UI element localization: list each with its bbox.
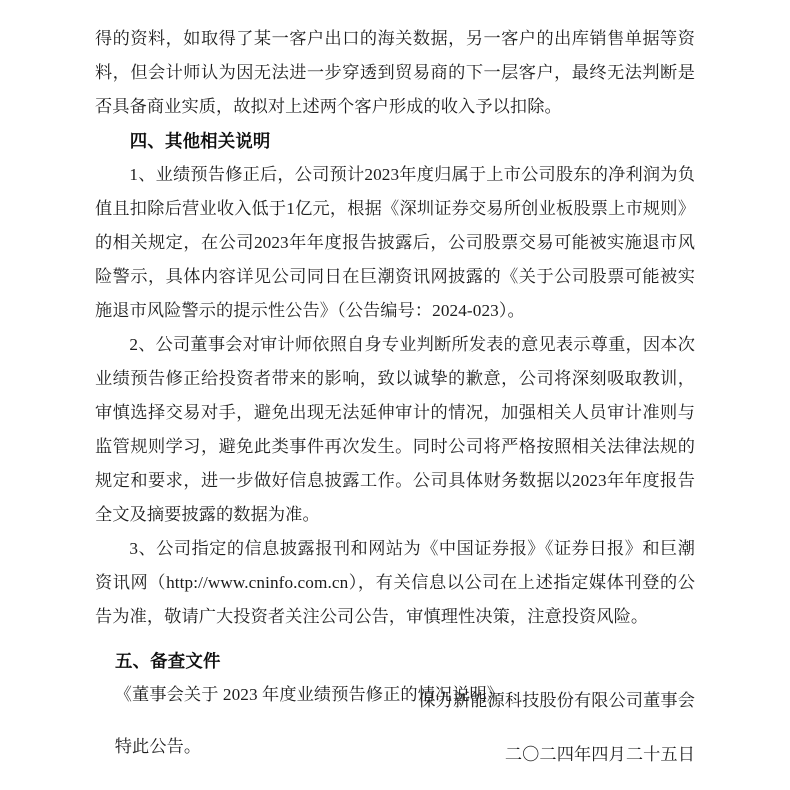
section-four-item-2: 2、公司董事会对审计师依照自身专业判断所发表的意见表示尊重，因本次业绩预告修正给投资者带来的影响，致以诚挚的歉意，公司将深刻吸取教训，审慎选择交易对手，避免出现无法延伸审计的情况，加强相关人员审计准则与监管规则学习，避免此类事件再次发生。同时公司将严格按照相关法律法规的规定和要求，进一步做好信息披露工作。公司具体财务数据以2023年年度报告全文及摘要披露的数据为准。: [95, 335, 695, 524]
signature-company-name: 保力新能源科技股份有限公司董事会: [418, 691, 695, 710]
section-four-item-1: 1、业绩预告修正后，公司预计2023年度归属于上市公司股东的净利润为负值且扣除后营业收入低于1亿元，根据《深圳证券交易所创业板股票上市规则》的相关规定，在公司2023年年度报告披露后，公司股票交易可能被实施退市风险警示，具体内容详见公司同日在巨潮资讯网披露的《关于公司股票可能被实施退市风险警示的提示性公告》（公告编号：2024-023）。: [95, 165, 695, 320]
signature-block: [95, 684, 695, 772]
referenced-document-title: 《董事会关于 2023 年度业绩预告修正的情况说明》: [114, 685, 505, 704]
spacer-before-section-five: [95, 634, 695, 644]
document-body: [95, 22, 695, 764]
closing-note: 特此公告。: [114, 737, 202, 756]
continuation-paragraph: 得的资料，如取得了某一客户出口的海关数据，另一客户的出库销售单据等资料，但会计师认为因无法进一步穿透到贸易商的下一层客户，最终无法判断是否具备商业实质，故拟对上述两个客户形成的收入予以扣除。: [95, 29, 695, 116]
signature-date: 二〇二四年四月二十五日: [504, 745, 695, 764]
section-four-item-3: 3、公司指定的信息披露报刊和网站为《中国证券报》《证券日报》和巨潮资讯网（http://www.cninfo.com.cn），有关信息以公司在上述指定媒体刊登的公告为准，敬请广大投资者关注公司公告，审慎理性决策，注意投资风险。: [95, 539, 695, 626]
section-heading-five: 五、备查文件: [115, 651, 221, 671]
section-heading-four: 四、其他相关说明: [129, 131, 271, 151]
